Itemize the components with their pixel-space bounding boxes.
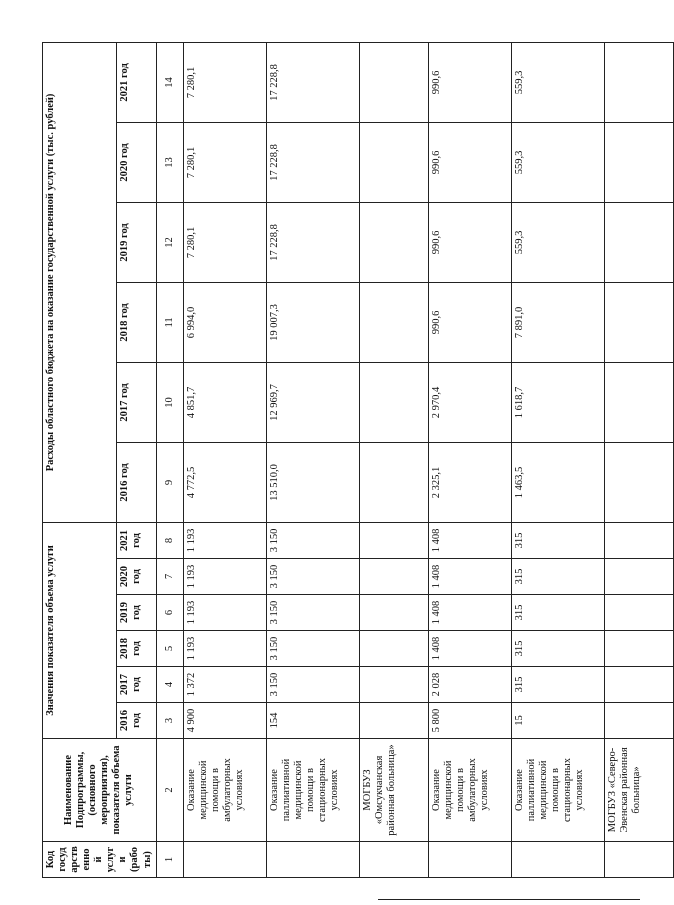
volume-cell: 1 193 bbox=[183, 631, 266, 667]
header-code: Код госуд арств енно й услуг и (рабо ты) bbox=[43, 842, 157, 878]
volume-cell: 15 bbox=[511, 703, 604, 739]
expense-cell bbox=[359, 282, 428, 362]
expense-cell bbox=[604, 122, 673, 202]
volume-cell: 315 bbox=[511, 595, 604, 631]
header-volume-group: Значения показателя объема услуги bbox=[43, 522, 117, 738]
header-volume-year: 2018 год bbox=[116, 631, 156, 667]
expense-cell: 4 851,7 bbox=[183, 362, 266, 442]
column-number: 7 bbox=[156, 559, 183, 595]
expense-cell: 7 280,1 bbox=[183, 202, 266, 282]
header-volume-year: 2020 год bbox=[116, 559, 156, 595]
expense-cell: 7 280,1 bbox=[183, 122, 266, 202]
volume-cell bbox=[604, 631, 673, 667]
volume-cell: 1 193 bbox=[183, 595, 266, 631]
header-expense-year: 2021 год bbox=[116, 42, 156, 122]
expense-cell: 13 510,0 bbox=[266, 442, 359, 522]
column-number: 12 bbox=[156, 202, 183, 282]
row-name: Оказание медицинской помощи в амбулаторных условиях bbox=[183, 739, 266, 842]
column-number: 13 bbox=[156, 122, 183, 202]
expense-cell bbox=[604, 202, 673, 282]
header-expense-year: 2020 год bbox=[116, 122, 156, 202]
volume-cell bbox=[604, 595, 673, 631]
page-bottom-rule bbox=[378, 899, 640, 900]
row-name: Оказание паллиативной медицинской помощи в стационарных условиях bbox=[511, 739, 604, 842]
volume-cell: 315 bbox=[511, 522, 604, 558]
header-volume-year: 2019 год bbox=[116, 595, 156, 631]
column-number: 11 bbox=[156, 282, 183, 362]
expense-cell: 1 618,7 bbox=[511, 362, 604, 442]
volume-cell: 1 408 bbox=[428, 522, 511, 558]
header-expense-year: 2016 год bbox=[116, 442, 156, 522]
expense-cell: 2 970,4 bbox=[428, 362, 511, 442]
volume-cell: 154 bbox=[266, 703, 359, 739]
row-code bbox=[428, 842, 511, 878]
column-number: 5 bbox=[156, 631, 183, 667]
volume-cell: 315 bbox=[511, 559, 604, 595]
service-cost-table bbox=[42, 42, 674, 878]
volume-cell bbox=[604, 559, 673, 595]
header-volume-year: 2021 год bbox=[116, 522, 156, 558]
expense-cell: 559,3 bbox=[511, 42, 604, 122]
expense-cell bbox=[604, 42, 673, 122]
expense-cell: 990,6 bbox=[428, 42, 511, 122]
table-row bbox=[359, 42, 428, 877]
row-name: Оказание медицинской помощи в амбулаторных условиях bbox=[428, 739, 511, 842]
header-expense-group: Расходы областного бюджета на оказание государственной услуги (тыс. рублей) bbox=[43, 42, 117, 522]
column-number: 8 bbox=[156, 522, 183, 558]
expense-cell: 12 969,7 bbox=[266, 362, 359, 442]
volume-cell: 3 150 bbox=[266, 559, 359, 595]
expense-cell: 17 228,8 bbox=[266, 122, 359, 202]
volume-cell bbox=[359, 595, 428, 631]
volume-cell: 2 028 bbox=[428, 667, 511, 703]
expense-cell: 17 228,8 bbox=[266, 42, 359, 122]
expense-cell bbox=[604, 362, 673, 442]
volume-cell: 1 408 bbox=[428, 559, 511, 595]
volume-cell: 1 193 bbox=[183, 522, 266, 558]
column-number: 4 bbox=[156, 667, 183, 703]
volume-cell: 315 bbox=[511, 631, 604, 667]
column-number: 14 bbox=[156, 42, 183, 122]
expense-cell bbox=[359, 362, 428, 442]
volume-cell: 3 150 bbox=[266, 595, 359, 631]
expense-cell: 559,3 bbox=[511, 122, 604, 202]
column-number: 10 bbox=[156, 362, 183, 442]
header-volume-year: 2016 год bbox=[116, 703, 156, 739]
expense-cell bbox=[359, 202, 428, 282]
volume-cell: 315 bbox=[511, 667, 604, 703]
row-name: Оказание паллиативной медицинской помощи в стационарных условиях bbox=[266, 739, 359, 842]
expense-cell: 559,3 bbox=[511, 202, 604, 282]
column-number: 1 bbox=[156, 842, 183, 878]
expense-cell bbox=[359, 442, 428, 522]
expense-cell: 4 772,5 bbox=[183, 442, 266, 522]
volume-cell bbox=[359, 703, 428, 739]
volume-cell: 3 150 bbox=[266, 522, 359, 558]
expense-cell: 6 994,0 bbox=[183, 282, 266, 362]
expense-cell: 990,6 bbox=[428, 282, 511, 362]
volume-cell bbox=[604, 522, 673, 558]
expense-cell: 2 325,1 bbox=[428, 442, 511, 522]
expense-cell: 19 007,3 bbox=[266, 282, 359, 362]
volume-cell bbox=[604, 667, 673, 703]
expense-cell: 7 280,1 bbox=[183, 42, 266, 122]
volume-cell: 1 408 bbox=[428, 595, 511, 631]
column-number: 2 bbox=[156, 739, 183, 842]
row-code bbox=[604, 842, 673, 878]
expense-cell bbox=[604, 442, 673, 522]
header-name: Наименование Подпрограммы, (основного мероприятия), показателя объема услуги bbox=[43, 739, 157, 842]
table-row bbox=[183, 42, 266, 877]
expense-cell bbox=[604, 282, 673, 362]
volume-cell: 1 372 bbox=[183, 667, 266, 703]
table-row bbox=[604, 42, 673, 877]
volume-cell: 4 900 bbox=[183, 703, 266, 739]
volume-cell bbox=[359, 559, 428, 595]
row-code bbox=[183, 842, 266, 878]
volume-cell: 3 150 bbox=[266, 667, 359, 703]
header-volume-year: 2017 год bbox=[116, 667, 156, 703]
row-name: МОГБУЗ «Омсукчанская районная больница» bbox=[359, 739, 428, 842]
column-number: 9 bbox=[156, 442, 183, 522]
row-code bbox=[511, 842, 604, 878]
column-number: 3 bbox=[156, 703, 183, 739]
volume-cell: 1 193 bbox=[183, 559, 266, 595]
table-row bbox=[266, 42, 359, 877]
expense-cell bbox=[359, 122, 428, 202]
header-expense-year: 2019 год bbox=[116, 202, 156, 282]
header-expense-year: 2018 год bbox=[116, 282, 156, 362]
table-row bbox=[511, 42, 604, 877]
volume-cell bbox=[359, 667, 428, 703]
expense-cell: 990,6 bbox=[428, 122, 511, 202]
row-name: МОГБУЗ «Северо-Эвенская районная больница» bbox=[604, 739, 673, 842]
volume-cell bbox=[604, 703, 673, 739]
expense-cell: 7 891,0 bbox=[511, 282, 604, 362]
expense-cell: 990,6 bbox=[428, 202, 511, 282]
volume-cell: 5 800 bbox=[428, 703, 511, 739]
volume-cell: 3 150 bbox=[266, 631, 359, 667]
volume-cell bbox=[359, 522, 428, 558]
row-code bbox=[266, 842, 359, 878]
expense-cell: 1 463,5 bbox=[511, 442, 604, 522]
expense-cell bbox=[359, 42, 428, 122]
volume-cell bbox=[359, 631, 428, 667]
expense-cell: 17 228,8 bbox=[266, 202, 359, 282]
header-expense-year: 2017 год bbox=[116, 362, 156, 442]
volume-cell: 1 408 bbox=[428, 631, 511, 667]
column-number: 6 bbox=[156, 595, 183, 631]
table-row bbox=[428, 42, 511, 877]
row-code bbox=[359, 842, 428, 878]
